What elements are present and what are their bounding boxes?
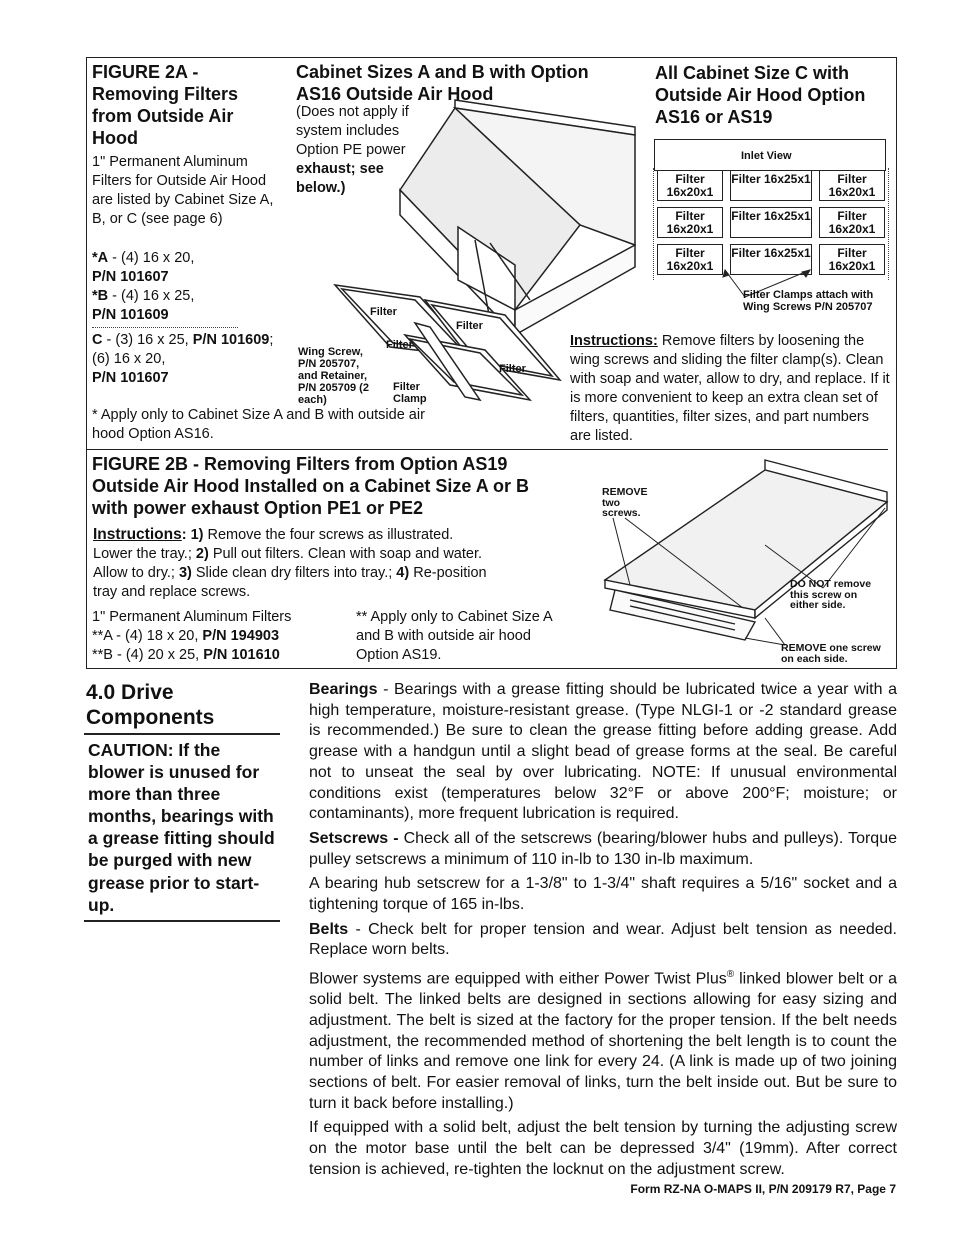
filter-cell: Filter 16x25x1	[730, 244, 812, 275]
para-setscrews: Setscrews - Check all of the setscrews (bearing/blower hubs and pulleys). Torque pulley setscrews a minimum of 110 in-lb to 130 in-lb maximum.	[309, 829, 898, 868]
para-blower: Blower systems are equipped with either Power Twist Plus® linked blower belt or a solid belt. The linked belts are designed in sections allowing for easy sizing and adjustment. The belt is sized at the factory for the proper tension. If the belt needs adjustment, the recommended method of shortening the belt length is to count the number of links and remove one link for every 24. (A link is made up of two joining sections of belt. For easier removal of links, turn the belt inside out. But be sure to turn it back before installing.)	[309, 969, 897, 1112]
hood-label-filter-clamp: Filter Clamp	[393, 381, 427, 405]
page-footer: Form RZ-NA O-MAPS II, P/N 209179 R7, Page 7	[630, 1182, 896, 1196]
fig2a-right-title: All Cabinet Size C with Outside Air Hood Option AS16 or AS19	[655, 63, 866, 127]
hood-label-wing-screw: Wing Screw, P/N 205707, and Retainer, P/N 205709 (2 each)	[298, 346, 369, 406]
hood-label-filter-1: Filter	[370, 306, 397, 318]
hood-label-filter-3: Filter	[386, 339, 413, 351]
fig2a-size-a: *A - (4) 16 x 20, P/N 101607	[92, 250, 195, 285]
para-hub: A bearing hub setscrew for a 1-3/8" to 1-3/4" shaft requires a 5/16" socket and a tightening torque of 165 in-lbs.	[309, 875, 897, 914]
section-rule-top	[84, 733, 280, 735]
fig2a-title: FIGURE 2A - Removing Filters from Outside Air Hood	[92, 62, 239, 148]
hood-label-filter-2: Filter	[456, 320, 483, 332]
tray-label-remove-one: REMOVE one screw on each side.	[781, 642, 881, 665]
filter-cell: Filter 16x20x1	[819, 170, 885, 201]
inlet-view-label: Inlet View	[741, 150, 792, 162]
fig2a-size-b: *B - (4) 16 x 25, P/N 101609	[92, 287, 238, 328]
tray-drawing	[595, 450, 895, 665]
tray-label-remove-two: REMOVE two screws.	[602, 486, 648, 519]
filter-grid-frame	[653, 168, 889, 280]
body-text	[309, 680, 897, 1185]
filter-cell: Filter 16x25x1	[730, 207, 812, 238]
filter-cell: Filter 16x20x1	[819, 207, 885, 238]
section-rule-bottom	[84, 920, 280, 922]
caution-text: CAUTION: If the blower is unused for more than three months, bearings with a grease fitting should be purged with new grease prior to start-up.	[88, 740, 275, 915]
fig2a-footnote: * Apply only to Cabinet Size A and B with outside air hood Option AS16.	[92, 407, 425, 442]
filter-cell: Filter 16x20x1	[657, 170, 723, 201]
fig2a-mid-title: Cabinet Sizes A and B with Option AS16 Outside Air Hood	[296, 62, 589, 104]
fig2b-filters: 1" Permanent Aluminum Filters **A - (4) 18 x 20, P/N 194903 **B - (4) 20 x 25, P/N 101610	[92, 609, 292, 663]
fig2a-size-c: C - (3) 16 x 25, P/N 101609; (6) 16 x 20, P/N 101607	[92, 332, 274, 386]
para-bearings: Bearings - Bearings with a grease fitting should be lubricated twice a year with a high temperature, moisture-resistant grease. (Type NLGI-1 or -2 standard grease is recommended.) Be sure to clean the grease fitting before adding grease. Add grease with a handgun until a slight bead of grease forms at the seal. Be careful not to unseat the seal by over lubricating. NOTE: If unusual environmental conditions exist (temperatures below 32°F or above 200°F; moisture; or contaminants), more frequent lubrication is required.	[309, 681, 897, 823]
fig2b-footnote: ** Apply only to Cabinet Size A and B with outside air hood Option AS19.	[356, 609, 552, 663]
fig2a-instructions: Instructions: Remove filters by loosening the wing screws and sliding the filter clamp(s). Clean with soap and water, allow to dry, and replace. If it is more convenient to keep an extra clean set of filters, quantities, filter sizes, and part numbers are listed.	[570, 333, 890, 444]
para-solid-belt: If equipped with a solid belt, adjust the belt tension by turning the adjusting screw on the motor base until the belt can be depressed 3/4" (19mm). After correct tension is achieved, re-tighten the locknut on the adjustment screw.	[309, 1119, 897, 1178]
fig2b-title: FIGURE 2B - Removing Filters from Option AS19 Outside Air Hood Installed on a Cabinet Size A or B with power exhaust Option PE1 or PE2	[92, 454, 530, 518]
tray-label-do-not-remove: DO NOT remove this screw on either side.	[790, 578, 872, 611]
filter-cell: Filter 16x20x1	[657, 244, 723, 275]
fig2b-instructions: Instructions: 1) Remove the four screws as illustrated. Lower the tray.; 2) Pull out filters. Clean with soap and water. Allow to dry.; 3) Slide clean dry filters into tray.; 4) Re-position tray and replace screws.	[93, 526, 487, 600]
hood-label-filter-4: Filter	[499, 363, 526, 375]
filter-cell: Filter 16x25x1	[730, 170, 812, 201]
filter-clamp-note: Filter Clamps attach with Wing Screws P/N 205707	[743, 289, 874, 313]
section-title: 4.0 Drive Components	[86, 681, 215, 729]
filter-cell: Filter 16x20x1	[819, 244, 885, 275]
filter-cell: Filter 16x20x1	[657, 207, 723, 238]
fig2a-mid-note: (Does not apply if system includes Option PE power exhaust; see below.)	[296, 104, 409, 196]
para-belts: Belts - Check belt for proper tension and wear. Adjust belt tension as needed. Replace worn belts.	[309, 920, 897, 959]
fig2a-description: 1" Permanent Aluminum Filters for Outside Air Hood are listed by Cabinet Size A, B, or C (see page 6)	[92, 154, 274, 227]
